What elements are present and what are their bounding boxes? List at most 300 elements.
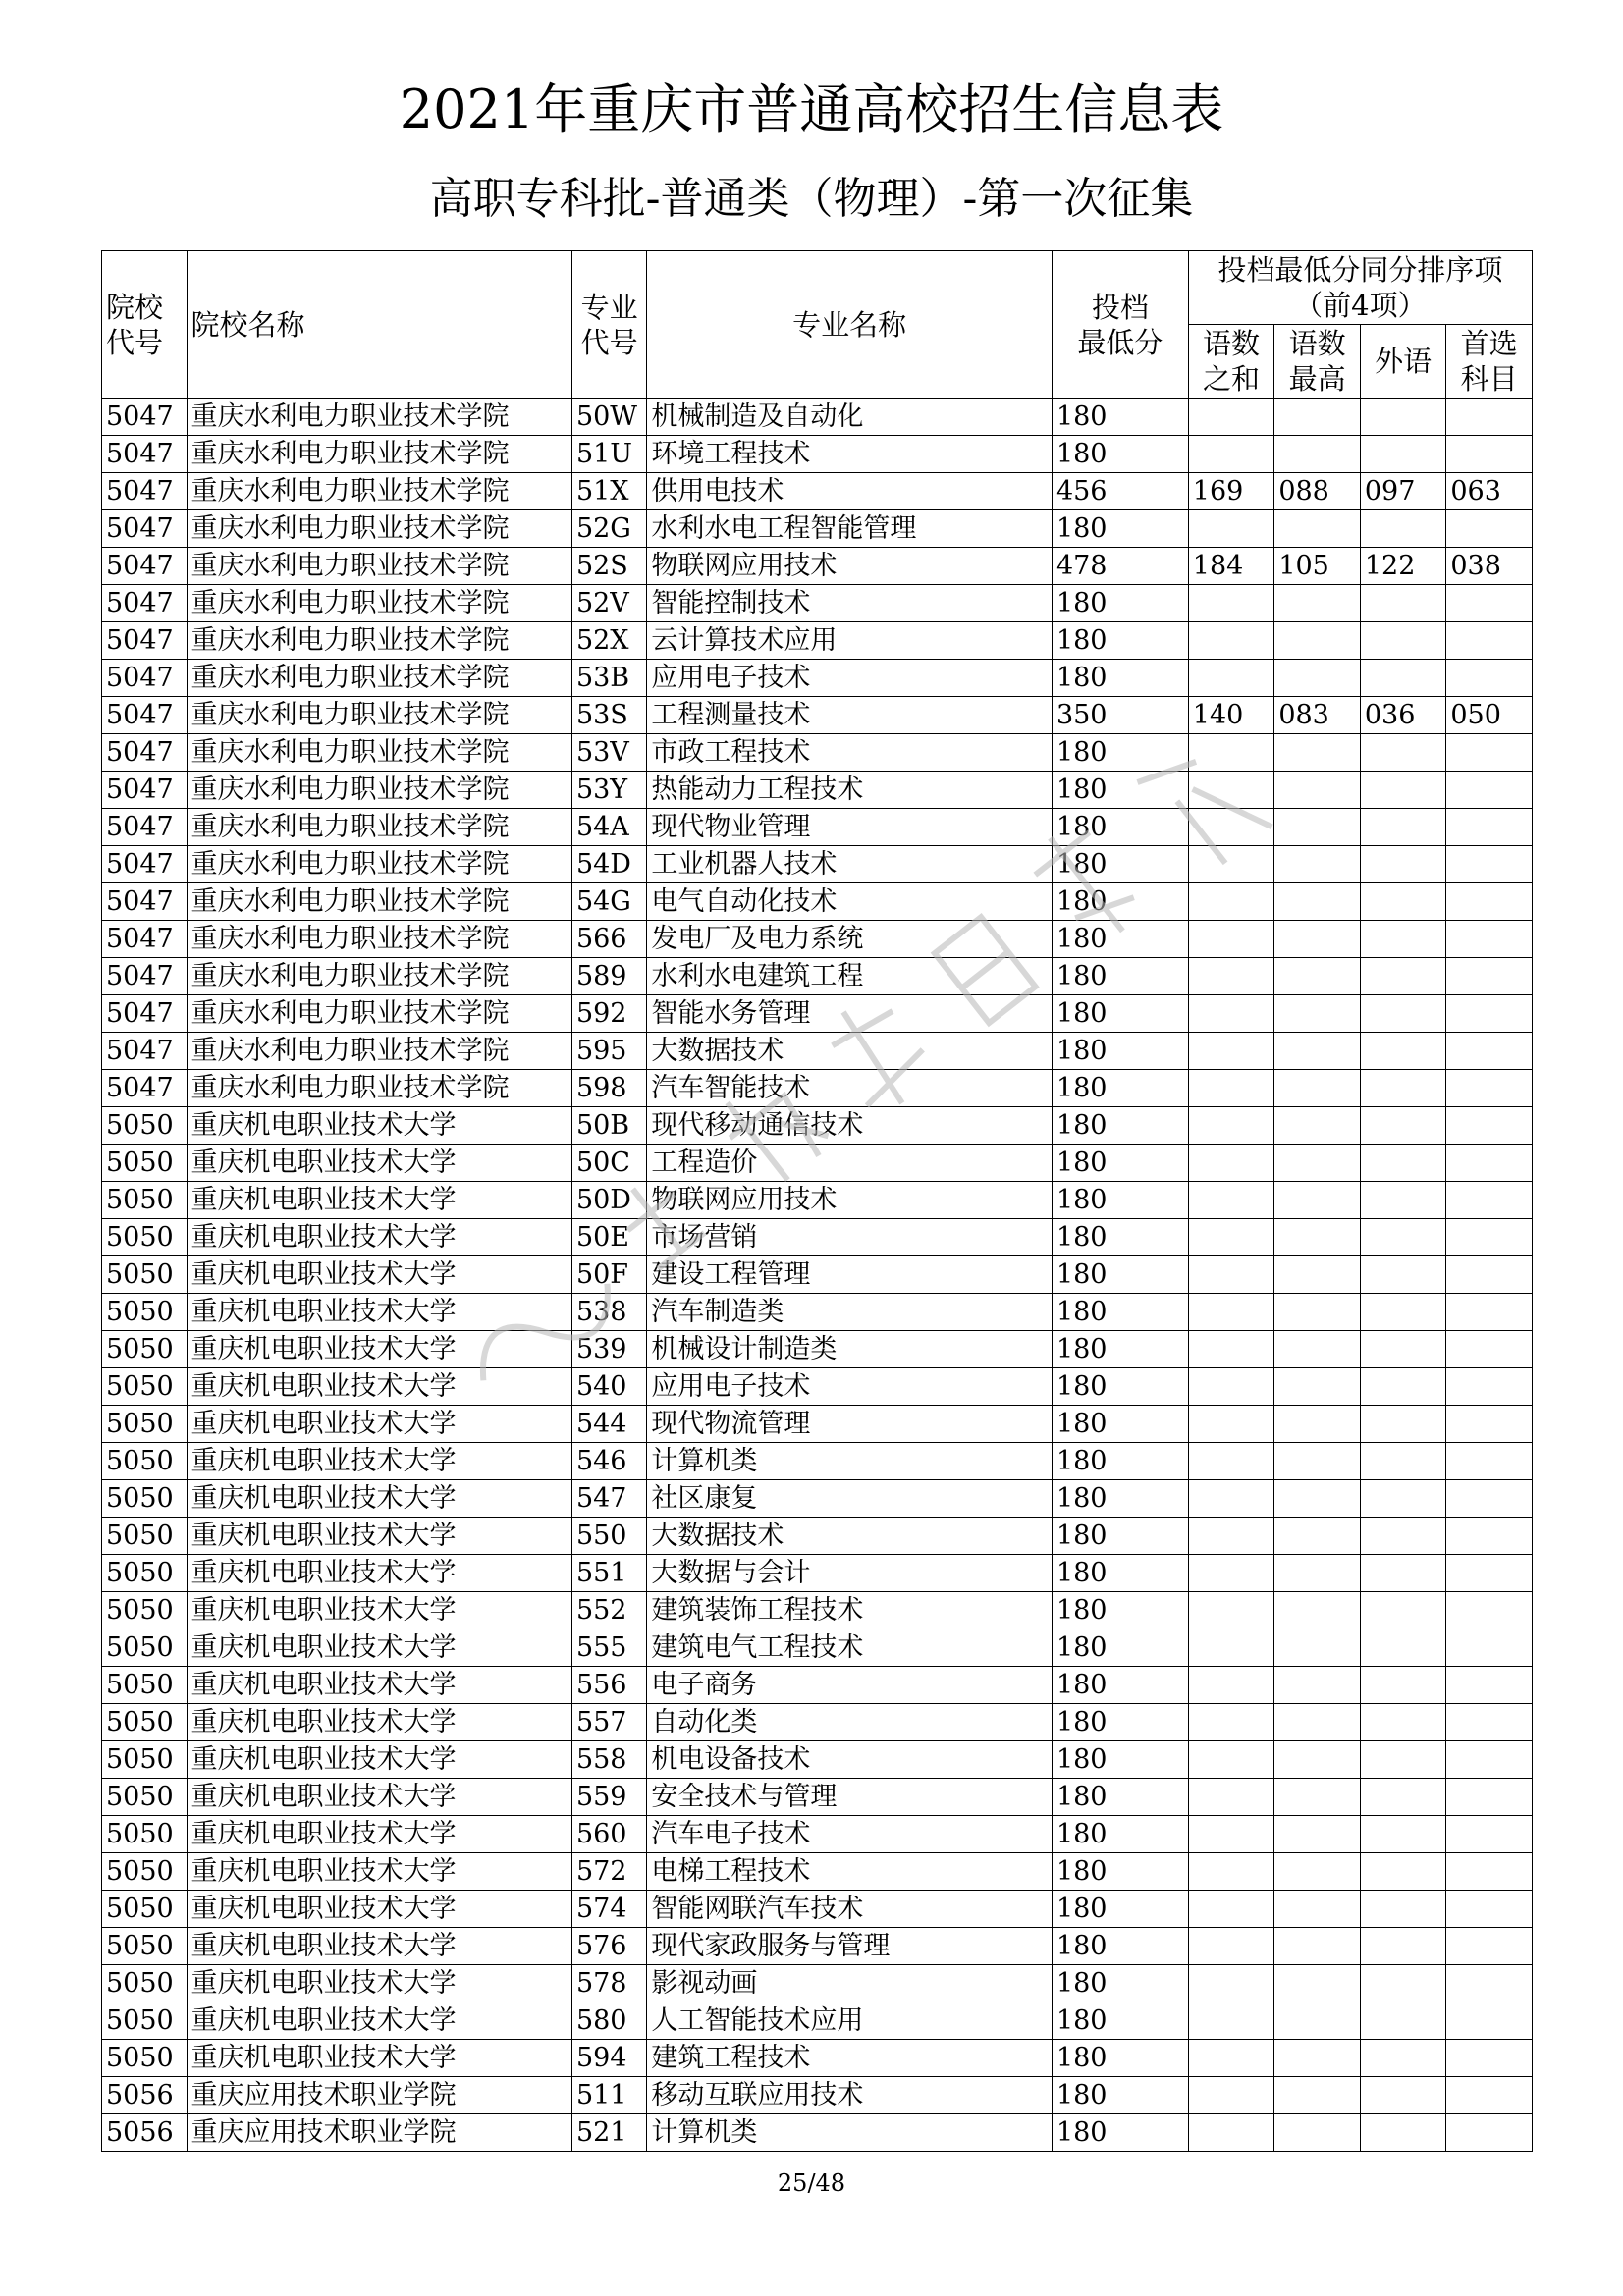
cell-school-name: 重庆水利电力职业技术学院	[187, 399, 571, 436]
cell-tiebreak-foreign	[1360, 734, 1446, 772]
cell-tiebreak-foreign	[1360, 1518, 1446, 1555]
cell-major-name: 大数据技术	[647, 1518, 1053, 1555]
cell-tiebreak-max	[1274, 1667, 1361, 1704]
cell-school-code: 5047	[102, 697, 188, 734]
table-row	[102, 734, 1533, 772]
cell-min-score: 180	[1052, 1816, 1188, 1853]
cell-school-code: 5050	[102, 1928, 188, 1965]
table-row	[102, 1965, 1533, 2002]
cell-major-code: 52G	[571, 510, 646, 548]
cell-tiebreak-subject: 038	[1446, 548, 1533, 585]
cell-school-code: 5047	[102, 660, 188, 697]
cell-tiebreak-sum	[1188, 883, 1274, 921]
cell-tiebreak-max	[1274, 2040, 1361, 2077]
cell-tiebreak-max	[1274, 1928, 1361, 1965]
cell-school-code: 5047	[102, 995, 188, 1033]
cell-major-code: 550	[571, 1518, 646, 1555]
cell-school-name: 重庆水利电力职业技术学院	[187, 510, 571, 548]
cell-tiebreak-sum	[1188, 1107, 1274, 1145]
cell-tiebreak-max	[1274, 1368, 1361, 1406]
cell-school-code: 5050	[102, 1331, 188, 1368]
cell-tiebreak-sum	[1188, 660, 1274, 697]
cell-major-name: 智能水务管理	[647, 995, 1053, 1033]
cell-school-name: 重庆机电职业技术大学	[187, 1928, 571, 1965]
cell-major-name: 计算机类	[647, 1443, 1053, 1480]
cell-school-code: 5047	[102, 399, 188, 436]
cell-school-name: 重庆机电职业技术大学	[187, 1629, 571, 1667]
table-row	[102, 2077, 1533, 2114]
cell-tiebreak-sum: 184	[1188, 548, 1274, 585]
cell-school-name: 重庆应用技术职业学院	[187, 2077, 571, 2114]
header-school-name: 院校名称	[187, 251, 571, 399]
cell-tiebreak-subject	[1446, 883, 1533, 921]
table-row	[102, 772, 1533, 809]
cell-school-name: 重庆水利电力职业技术学院	[187, 883, 571, 921]
header-tiebreak-sum: 语数 之和	[1188, 325, 1274, 399]
cell-school-name: 重庆机电职业技术大学	[187, 2040, 571, 2077]
cell-major-name: 现代物流管理	[647, 1406, 1053, 1443]
cell-school-name: 重庆机电职业技术大学	[187, 1741, 571, 1779]
cell-min-score: 180	[1052, 1592, 1188, 1629]
cell-major-code: 50W	[571, 399, 646, 436]
cell-tiebreak-max	[1274, 883, 1361, 921]
table-row	[102, 473, 1533, 510]
cell-min-score: 180	[1052, 995, 1188, 1033]
cell-major-code: 50E	[571, 1219, 646, 1256]
table-row	[102, 1368, 1533, 1406]
cell-major-name: 汽车智能技术	[647, 1070, 1053, 1107]
header-tiebreak-subject: 首选 科目	[1446, 325, 1533, 399]
cell-min-score: 180	[1052, 1368, 1188, 1406]
table-row	[102, 809, 1533, 846]
cell-major-code: 572	[571, 1853, 646, 1891]
table-row	[102, 1816, 1533, 1853]
cell-tiebreak-sum	[1188, 1555, 1274, 1592]
table-row	[102, 1741, 1533, 1779]
cell-tiebreak-sum	[1188, 1256, 1274, 1294]
cell-tiebreak-sum	[1188, 1443, 1274, 1480]
cell-tiebreak-sum	[1188, 809, 1274, 846]
cell-tiebreak-sum	[1188, 1518, 1274, 1555]
table-row	[102, 2002, 1533, 2040]
cell-tiebreak-subject	[1446, 399, 1533, 436]
cell-school-name: 重庆水利电力职业技术学院	[187, 473, 571, 510]
cell-tiebreak-subject	[1446, 809, 1533, 846]
cell-major-code: 566	[571, 921, 646, 958]
cell-tiebreak-foreign	[1360, 958, 1446, 995]
header-major-code: 专业 代号	[571, 251, 646, 399]
cell-school-code: 5047	[102, 883, 188, 921]
cell-major-code: 50D	[571, 1182, 646, 1219]
cell-major-code: 53V	[571, 734, 646, 772]
cell-school-code: 5050	[102, 1518, 188, 1555]
cell-school-code: 5056	[102, 2077, 188, 2114]
cell-tiebreak-subject	[1446, 1107, 1533, 1145]
cell-tiebreak-max	[1274, 1704, 1361, 1741]
cell-major-name: 应用电子技术	[647, 1368, 1053, 1406]
cell-school-name: 重庆水利电力职业技术学院	[187, 809, 571, 846]
cell-tiebreak-sum	[1188, 2002, 1274, 2040]
cell-tiebreak-max	[1274, 1555, 1361, 1592]
cell-min-score: 180	[1052, 1704, 1188, 1741]
cell-min-score: 180	[1052, 622, 1188, 660]
cell-major-name: 机械设计制造类	[647, 1331, 1053, 1368]
cell-tiebreak-max	[1274, 1331, 1361, 1368]
cell-major-code: 53B	[571, 660, 646, 697]
table-row	[102, 1182, 1533, 1219]
cell-tiebreak-foreign	[1360, 1592, 1446, 1629]
cell-tiebreak-foreign	[1360, 1816, 1446, 1853]
cell-school-code: 5050	[102, 1779, 188, 1816]
cell-major-code: 540	[571, 1368, 646, 1406]
cell-tiebreak-max	[1274, 1965, 1361, 2002]
cell-major-code: 598	[571, 1070, 646, 1107]
cell-major-code: 52S	[571, 548, 646, 585]
cell-tiebreak-max	[1274, 1443, 1361, 1480]
cell-school-name: 重庆机电职业技术大学	[187, 1294, 571, 1331]
cell-tiebreak-sum	[1188, 1406, 1274, 1443]
cell-tiebreak-foreign	[1360, 2114, 1446, 2152]
cell-school-code: 5050	[102, 1629, 188, 1667]
table-row	[102, 1518, 1533, 1555]
cell-tiebreak-foreign	[1360, 1704, 1446, 1741]
cell-tiebreak-subject	[1446, 921, 1533, 958]
cell-tiebreak-sum	[1188, 436, 1274, 473]
cell-min-score: 180	[1052, 436, 1188, 473]
cell-min-score: 180	[1052, 1741, 1188, 1779]
cell-school-code: 5047	[102, 548, 188, 585]
cell-min-score: 180	[1052, 846, 1188, 883]
cell-school-name: 重庆机电职业技术大学	[187, 1592, 571, 1629]
cell-major-name: 现代物业管理	[647, 809, 1053, 846]
cell-tiebreak-max: 105	[1274, 548, 1361, 585]
cell-school-code: 5047	[102, 1070, 188, 1107]
table-row	[102, 1480, 1533, 1518]
cell-tiebreak-subject	[1446, 1592, 1533, 1629]
cell-major-name: 机电设备技术	[647, 1741, 1053, 1779]
cell-tiebreak-max: 088	[1274, 473, 1361, 510]
table-row	[102, 1891, 1533, 1928]
cell-min-score: 180	[1052, 1629, 1188, 1667]
cell-tiebreak-foreign	[1360, 1965, 1446, 2002]
table-row	[102, 846, 1533, 883]
cell-school-code: 5050	[102, 1182, 188, 1219]
cell-major-code: 551	[571, 1555, 646, 1592]
cell-school-name: 重庆机电职业技术大学	[187, 1406, 571, 1443]
cell-school-name: 重庆机电职业技术大学	[187, 1368, 571, 1406]
cell-major-name: 影视动画	[647, 1965, 1053, 2002]
cell-major-code: 557	[571, 1704, 646, 1741]
cell-tiebreak-subject	[1446, 1294, 1533, 1331]
cell-school-code: 5050	[102, 1406, 188, 1443]
cell-tiebreak-sum	[1188, 921, 1274, 958]
cell-school-code: 5047	[102, 510, 188, 548]
cell-tiebreak-subject	[1446, 660, 1533, 697]
cell-tiebreak-sum	[1188, 1741, 1274, 1779]
cell-min-score: 180	[1052, 660, 1188, 697]
cell-tiebreak-foreign	[1360, 1107, 1446, 1145]
cell-tiebreak-foreign	[1360, 1629, 1446, 1667]
cell-min-score: 180	[1052, 1480, 1188, 1518]
cell-major-name: 应用电子技术	[647, 660, 1053, 697]
cell-tiebreak-sum	[1188, 1294, 1274, 1331]
cell-min-score: 180	[1052, 585, 1188, 622]
cell-min-score: 180	[1052, 1667, 1188, 1704]
cell-major-code: 53Y	[571, 772, 646, 809]
cell-tiebreak-subject	[1446, 1480, 1533, 1518]
cell-tiebreak-max	[1274, 585, 1361, 622]
cell-tiebreak-sum	[1188, 1667, 1274, 1704]
table-row	[102, 2114, 1533, 2152]
cell-tiebreak-sum	[1188, 1070, 1274, 1107]
cell-school-name: 重庆机电职业技术大学	[187, 1518, 571, 1555]
cell-school-code: 5050	[102, 1219, 188, 1256]
cell-school-code: 5050	[102, 1741, 188, 1779]
cell-tiebreak-sum	[1188, 2077, 1274, 2114]
cell-tiebreak-subject	[1446, 1518, 1533, 1555]
cell-tiebreak-max: 083	[1274, 697, 1361, 734]
cell-tiebreak-sum	[1188, 1853, 1274, 1891]
cell-school-code: 5047	[102, 622, 188, 660]
cell-school-name: 重庆机电职业技术大学	[187, 1145, 571, 1182]
cell-tiebreak-sum	[1188, 1368, 1274, 1406]
table-row	[102, 995, 1533, 1033]
cell-tiebreak-subject	[1446, 1965, 1533, 2002]
cell-major-name: 社区康复	[647, 1480, 1053, 1518]
cell-major-code: 53S	[571, 697, 646, 734]
cell-min-score: 180	[1052, 1219, 1188, 1256]
table-row	[102, 1667, 1533, 1704]
table-row	[102, 2040, 1533, 2077]
cell-tiebreak-foreign	[1360, 1219, 1446, 1256]
cell-min-score: 180	[1052, 1891, 1188, 1928]
cell-tiebreak-subject	[1446, 958, 1533, 995]
cell-tiebreak-max	[1274, 1480, 1361, 1518]
cell-tiebreak-sum	[1188, 1033, 1274, 1070]
cell-school-code: 5050	[102, 1667, 188, 1704]
cell-school-name: 重庆水利电力职业技术学院	[187, 1070, 571, 1107]
cell-school-name: 重庆水利电力职业技术学院	[187, 697, 571, 734]
cell-major-code: 576	[571, 1928, 646, 1965]
cell-tiebreak-foreign	[1360, 1741, 1446, 1779]
cell-tiebreak-sum	[1188, 995, 1274, 1033]
cell-tiebreak-subject	[1446, 1219, 1533, 1256]
table-row	[102, 1928, 1533, 1965]
cell-major-code: 578	[571, 1965, 646, 2002]
cell-major-name: 智能控制技术	[647, 585, 1053, 622]
cell-tiebreak-foreign	[1360, 1331, 1446, 1368]
cell-tiebreak-sum	[1188, 1891, 1274, 1928]
cell-major-name: 水利水电建筑工程	[647, 958, 1053, 995]
page-number: 25/48	[777, 2169, 846, 2197]
cell-tiebreak-sum	[1188, 2114, 1274, 2152]
cell-tiebreak-foreign	[1360, 1406, 1446, 1443]
cell-min-score: 180	[1052, 1145, 1188, 1182]
table-body	[102, 399, 1533, 2152]
table-row	[102, 1779, 1533, 1816]
cell-tiebreak-max	[1274, 1107, 1361, 1145]
cell-tiebreak-foreign: 122	[1360, 548, 1446, 585]
cell-tiebreak-subject	[1446, 2077, 1533, 2114]
cell-major-name: 市场营销	[647, 1219, 1053, 1256]
cell-school-name: 重庆机电职业技术大学	[187, 1107, 571, 1145]
cell-tiebreak-foreign	[1360, 846, 1446, 883]
cell-school-name: 重庆机电职业技术大学	[187, 1667, 571, 1704]
cell-major-name: 电子商务	[647, 1667, 1053, 1704]
cell-tiebreak-sum	[1188, 1480, 1274, 1518]
cell-major-name: 汽车制造类	[647, 1294, 1053, 1331]
cell-min-score: 180	[1052, 883, 1188, 921]
cell-min-score: 180	[1052, 2114, 1188, 2152]
table-row	[102, 1629, 1533, 1667]
table-row	[102, 622, 1533, 660]
cell-tiebreak-max	[1274, 1406, 1361, 1443]
cell-tiebreak-foreign	[1360, 1928, 1446, 1965]
cell-school-name: 重庆机电职业技术大学	[187, 1965, 571, 2002]
cell-school-code: 5047	[102, 473, 188, 510]
cell-min-score: 456	[1052, 473, 1188, 510]
cell-major-name: 人工智能技术应用	[647, 2002, 1053, 2040]
cell-tiebreak-foreign: 097	[1360, 473, 1446, 510]
cell-tiebreak-sum	[1188, 734, 1274, 772]
cell-school-code: 5047	[102, 436, 188, 473]
cell-tiebreak-subject	[1446, 772, 1533, 809]
cell-tiebreak-sum	[1188, 510, 1274, 548]
cell-tiebreak-max	[1274, 1891, 1361, 1928]
cell-major-code: 546	[571, 1443, 646, 1480]
cell-tiebreak-foreign	[1360, 399, 1446, 436]
header-major-name: 专业名称	[647, 251, 1053, 399]
cell-tiebreak-subject	[1446, 1704, 1533, 1741]
cell-school-name: 重庆水利电力职业技术学院	[187, 1033, 571, 1070]
cell-major-code: 52V	[571, 585, 646, 622]
cell-major-code: 555	[571, 1629, 646, 1667]
header-tiebreak-group: 投档最低分同分排序项 （前4项）	[1188, 251, 1532, 325]
cell-min-score: 180	[1052, 2040, 1188, 2077]
cell-tiebreak-max	[1274, 1816, 1361, 1853]
cell-school-name: 重庆机电职业技术大学	[187, 1779, 571, 1816]
cell-major-name: 大数据技术	[647, 1033, 1053, 1070]
cell-tiebreak-foreign: 036	[1360, 697, 1446, 734]
cell-major-code: 589	[571, 958, 646, 995]
cell-major-name: 汽车电子技术	[647, 1816, 1053, 1853]
table-row	[102, 1704, 1533, 1741]
cell-min-score: 180	[1052, 958, 1188, 995]
cell-min-score: 350	[1052, 697, 1188, 734]
cell-school-code: 5047	[102, 809, 188, 846]
cell-school-code: 5050	[102, 1853, 188, 1891]
cell-tiebreak-foreign	[1360, 585, 1446, 622]
cell-major-code: 556	[571, 1667, 646, 1704]
cell-min-score: 180	[1052, 921, 1188, 958]
cell-major-name: 环境工程技术	[647, 436, 1053, 473]
cell-major-code: 594	[571, 2040, 646, 2077]
cell-tiebreak-foreign	[1360, 995, 1446, 1033]
cell-major-name: 工程造价	[647, 1145, 1053, 1182]
cell-major-name: 现代移动通信技术	[647, 1107, 1053, 1145]
cell-major-name: 云计算技术应用	[647, 622, 1053, 660]
cell-tiebreak-foreign	[1360, 436, 1446, 473]
cell-major-name: 建筑工程技术	[647, 2040, 1053, 2077]
cell-school-name: 重庆机电职业技术大学	[187, 1443, 571, 1480]
cell-tiebreak-foreign	[1360, 1294, 1446, 1331]
cell-school-name: 重庆水利电力职业技术学院	[187, 734, 571, 772]
cell-tiebreak-max	[1274, 436, 1361, 473]
cell-major-name: 计算机类	[647, 2114, 1053, 2152]
cell-tiebreak-max	[1274, 846, 1361, 883]
table-row	[102, 1033, 1533, 1070]
cell-tiebreak-subject	[1446, 510, 1533, 548]
cell-tiebreak-max	[1274, 1779, 1361, 1816]
cell-school-name: 重庆机电职业技术大学	[187, 1555, 571, 1592]
cell-tiebreak-max	[1274, 734, 1361, 772]
cell-tiebreak-max	[1274, 809, 1361, 846]
cell-school-code: 5050	[102, 1480, 188, 1518]
cell-min-score: 478	[1052, 548, 1188, 585]
cell-tiebreak-sum	[1188, 1928, 1274, 1965]
cell-tiebreak-sum	[1188, 1779, 1274, 1816]
cell-tiebreak-subject	[1446, 1741, 1533, 1779]
cell-tiebreak-subject	[1446, 1928, 1533, 1965]
cell-school-name: 重庆机电职业技术大学	[187, 1816, 571, 1853]
cell-tiebreak-max	[1274, 1219, 1361, 1256]
cell-major-name: 自动化类	[647, 1704, 1053, 1741]
cell-min-score: 180	[1052, 809, 1188, 846]
cell-min-score: 180	[1052, 1033, 1188, 1070]
table-row	[102, 1443, 1533, 1480]
cell-tiebreak-foreign	[1360, 660, 1446, 697]
cell-tiebreak-max	[1274, 2077, 1361, 2114]
cell-min-score: 180	[1052, 1107, 1188, 1145]
cell-tiebreak-subject: 063	[1446, 473, 1533, 510]
cell-tiebreak-foreign	[1360, 883, 1446, 921]
cell-tiebreak-foreign	[1360, 1368, 1446, 1406]
cell-min-score: 180	[1052, 2077, 1188, 2114]
table-row	[102, 548, 1533, 585]
cell-tiebreak-subject	[1446, 1816, 1533, 1853]
cell-tiebreak-max	[1274, 921, 1361, 958]
cell-tiebreak-sum: 169	[1188, 473, 1274, 510]
cell-school-code: 5047	[102, 585, 188, 622]
cell-min-score: 180	[1052, 1294, 1188, 1331]
table-row	[102, 958, 1533, 995]
cell-major-code: 54G	[571, 883, 646, 921]
table-row	[102, 1555, 1533, 1592]
cell-major-code: 54D	[571, 846, 646, 883]
table-row	[102, 660, 1533, 697]
cell-major-code: 51X	[571, 473, 646, 510]
cell-tiebreak-foreign	[1360, 1853, 1446, 1891]
cell-tiebreak-subject	[1446, 1033, 1533, 1070]
cell-tiebreak-sum	[1188, 1331, 1274, 1368]
cell-tiebreak-max	[1274, 1741, 1361, 1779]
cell-major-name: 工业机器人技术	[647, 846, 1053, 883]
cell-school-name: 重庆机电职业技术大学	[187, 1891, 571, 1928]
header-school-code: 院校 代号	[102, 251, 188, 399]
cell-major-code: 560	[571, 1816, 646, 1853]
cell-tiebreak-subject	[1446, 1368, 1533, 1406]
table-row	[102, 883, 1533, 921]
cell-tiebreak-foreign	[1360, 2077, 1446, 2114]
cell-min-score: 180	[1052, 772, 1188, 809]
cell-school-name: 重庆机电职业技术大学	[187, 1256, 571, 1294]
cell-major-name: 建设工程管理	[647, 1256, 1053, 1294]
cell-school-code: 5047	[102, 734, 188, 772]
cell-min-score: 180	[1052, 399, 1188, 436]
table-row	[102, 697, 1533, 734]
cell-tiebreak-sum	[1188, 1816, 1274, 1853]
cell-tiebreak-subject	[1446, 1070, 1533, 1107]
